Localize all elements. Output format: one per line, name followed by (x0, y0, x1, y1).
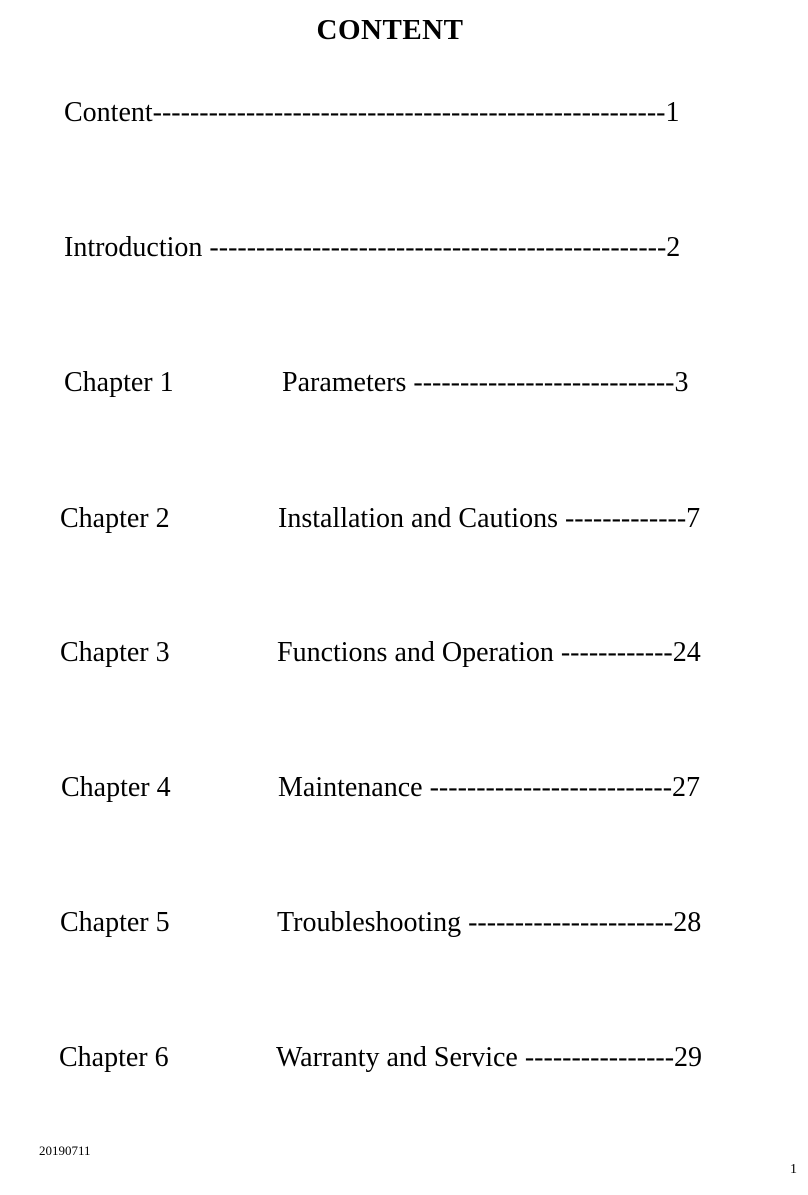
toc-entry-installation[interactable]: Installation and Cautions -------------7 (278, 503, 701, 534)
page-title: CONTENT (316, 14, 464, 46)
toc-chapter-label: Chapter 4 (61, 772, 171, 803)
toc-chapter-label: Chapter 1 (64, 367, 174, 398)
toc-chapter-label: Chapter 6 (59, 1042, 169, 1073)
toc-entry-introduction[interactable]: Introduction -------------------------------------------------2 (64, 232, 681, 263)
toc-chapter-label: Chapter 2 (60, 503, 170, 534)
footer-date-code: 20190711 (39, 1143, 91, 1158)
toc-entry-troubleshooting[interactable]: Troubleshooting ----------------------28 (277, 907, 702, 938)
page-number: 1 (790, 1162, 797, 1177)
toc-entry-maintenance[interactable]: Maintenance --------------------------27 (278, 772, 701, 803)
toc-chapter-label: Chapter 3 (60, 637, 170, 668)
toc-entry-parameters[interactable]: Parameters ----------------------------3 (282, 367, 689, 398)
toc-entry-warranty[interactable]: Warranty and Service ----------------29 (276, 1042, 703, 1073)
toc-entry-functions[interactable]: Functions and Operation ------------24 (277, 637, 701, 668)
toc-chapter-label: Chapter 5 (60, 907, 170, 938)
toc-entry-content[interactable]: Content-------------------------------------------------------1 (64, 97, 680, 128)
